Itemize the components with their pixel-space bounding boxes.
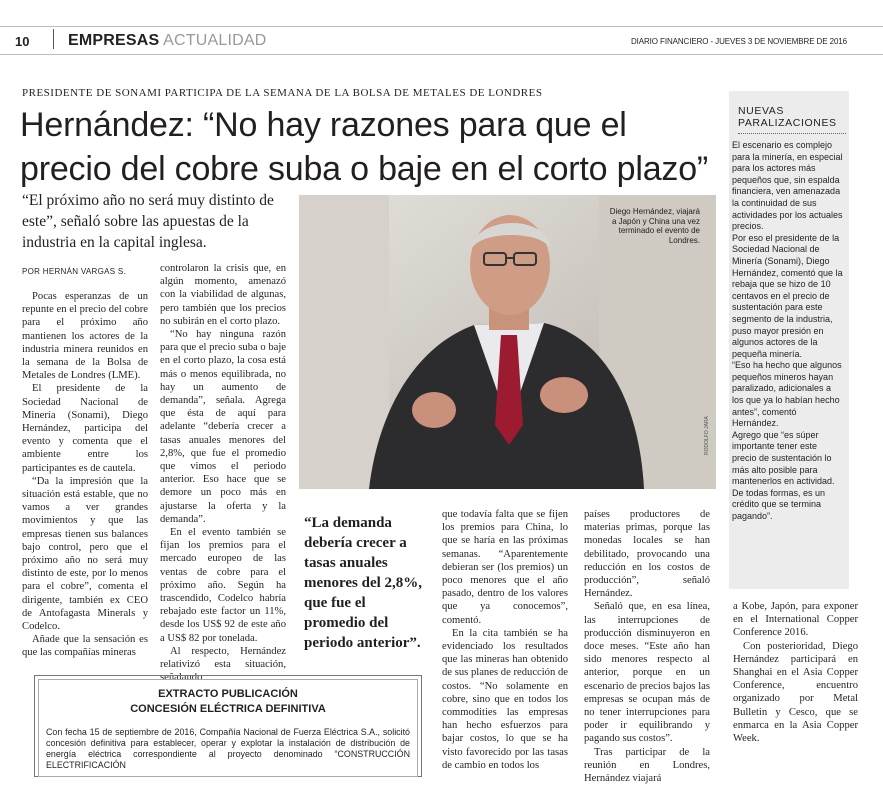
sidebar-paragraph: “Eso ha hecho que algunos pequeños mineros hayan paralizado, adicionales a los que ya lo habían hecho antes”, comentó Hernández. (732, 360, 842, 429)
section-title (68, 32, 267, 50)
article-byline: POR HERNÁN VARGAS S. (22, 267, 127, 276)
paragraph: Pocas esperanzas de un repunte en el precio del cobre para el próximo año mantienen los actores de la industria minera reunidos en la semana de la Bolsa de Metales de Londres (LME). (22, 291, 148, 382)
paragraph: “Da la impresión que la situación está estable, que no vamos a ver grandes movimientos y que las empresas tienen sus balances bajo control, pero que el próximo año no será muy distinto de este, por lo menos para el cobre”, comenta el dirigente, también ex CEO de Antofagasta Minerals y Codelco. (22, 475, 148, 633)
paragraph: Al respecto, Hernández relativizó esta situación, señalando (160, 645, 286, 684)
sidebar-title: NUEVAS PARALIZACIONES (738, 105, 837, 129)
paragraph: a Kobe, Japón, para exponer en el International Copper Conference 2016. (733, 601, 858, 639)
paragraph: En la cita también se ha evidenciado los resultados que las mineras han obtenido de sus planes de reducción de costos. “No solamente en cobre, sino que en todos los commodities las empresas han hecho esfuerzos para bajar costos, lo que se ha visto favorecido por las tasas de cambio en todos los (442, 627, 568, 771)
article-column-1 (22, 290, 148, 660)
paragraph: que todavía falta que se fijen los premios para China, lo que se haría en las próximas semanas. “Aparentemente debieran ser (los premios) un poco menores que el año pasado, dentro de los valores que ya conocemos”, comentó. (442, 509, 568, 626)
paragraph: controlaron la crisis que, en algún momento, amenazó con la viabilidad de algunas, pero también que los precios no subirán en el corto plazo. (160, 263, 286, 327)
paragraph: El presidente de la Sociedad Nacional de Minería (Sonami), Diego Hernández, participa del evento y comenta que el ambiente entre los participantes es de cautela. (22, 383, 148, 474)
article-column-5 (733, 600, 858, 745)
legal-notice-body: Con fecha 15 de septiembre de 2016, Compañía Nacional de Fuerza Eléctrica S.A., solicitó concesión definitiva para establecer, operar y explotar la instalación de distribución de energía eléctrica correspondiente al proyecto denominado “CONSTRUCCIÓN ELECTRIFICACIÓN (46, 727, 410, 770)
photo-credit: RODOLFO JARA (704, 416, 710, 455)
article-column-3 (442, 508, 568, 772)
article-deck: “El próximo año no será muy distinto de este”, señaló sobre las apuestas de la industria en la capital inglesa. (22, 192, 274, 251)
sidebar-divider (738, 133, 846, 134)
paragraph: Señaló que, en esa línea, las interrupciones de producción disminuyeron en doce meses. “Este año han sido menores respecto al anterior, porque en un escenario de precios bajos las empresas se ocupan más de no tener interrupciones para poder ir equilibrando y pagando sus costos”. (584, 601, 710, 745)
paragraph: “No hay ninguna razón para que el precio suba o baje en el corto plazo, la cosa está más o menos equilibrada, no hay un aumento de demanda”, señala. Agrega que ésta de aquí para adelante “debería crecer a tasas anuales menores del 2,8%, que fue el promedio que vimos el periodo anterior. Eso hace que se demore un poco más en ajustarse la oferta y la demanda”. (160, 329, 286, 525)
legal-notice-title: EXTRACTO PUBLICACIÓN (158, 688, 298, 700)
sidebar-paragraph: Por eso el presidente de la Sociedad Nacional de Minería (Sonami), Diego Hernández, comentó que la rebaja que se hizo de 10 centavos en el precio de sustentación para este segmento de la industria, puso mayor presión en algunos actores de la pequeña minería. (732, 232, 843, 359)
header-separator (53, 29, 54, 49)
legal-notice-subtitle: CONCESIÓN ELÉCTRICA DEFINITIVA (130, 703, 326, 715)
article-headline: Hernández: “No hay razones para que el precio del cobre suba o baje en el corto plazo” (20, 106, 709, 188)
sidebar-paragraph: Agrego que “es súper importante tener este precio de sustentación lo más alto posible para mantenerlos en actividad. De todas formas, es un crédito que se termina pagando”. (732, 429, 835, 521)
paragraph: países productores de materias primas, porque las monedas locales se han debilitado, provocando una reducción en los costos de producción”, señaló Hernández. (584, 509, 710, 600)
sidebar-body (732, 140, 844, 523)
paragraph: Añade que la sensación es que las compañías mineras (22, 634, 148, 659)
article-column-2 (160, 262, 286, 685)
photo-caption: Diego Hernández, viajará a Japón y China una vez terminado el evento de Londres. (609, 207, 700, 245)
sidebar-paragraph: El escenario es complejo para la minería, en especial para los actores más pequeños que, sin espalda financiera, ven amenazada la continuidad de sus actividades por los actuales precios. (732, 140, 843, 232)
publication-date: DIARIO FINANCIERO - JUEVES 3 DE NOVIEMBRE DE 2016 (630, 37, 847, 46)
header-rule-top (0, 26, 883, 27)
paragraph: Tras participar de la reunión en Londres, Hernández viajará (584, 746, 710, 785)
article-kicker: PRESIDENTE DE SONAMI PARTICIPA DE LA SEMANA DE LA BOLSA DE METALES DE LONDRES (22, 87, 543, 99)
paragraph: En el evento también se fijan los premios para el mercado europeo de las ventas de cobre para el próximo año. Según ha trascendido, Codelco habría rebajado este factor un 11%, desde los US$ 92 de este año a US$ 82 por tonelada. (160, 527, 286, 644)
article-column-4 (584, 508, 710, 785)
section-subname: ACTUALIDAD (163, 32, 267, 49)
pull-quote: “La demanda debería crecer a tasas anuales menores del 2,8%, que fue el promedio del periodo anterior”. (304, 515, 423, 651)
paragraph: Con posterioridad, Diego Hernández participará en Shanghai en el Asia Copper Conference, encuentro organizado por Metal Bulletin y Cesco, que se enmarca en la Asia Copper Week. (733, 640, 858, 745)
header-rule-bottom (0, 54, 883, 55)
page-number: 10 (15, 34, 30, 49)
section-name: EMPRESAS (68, 32, 160, 49)
